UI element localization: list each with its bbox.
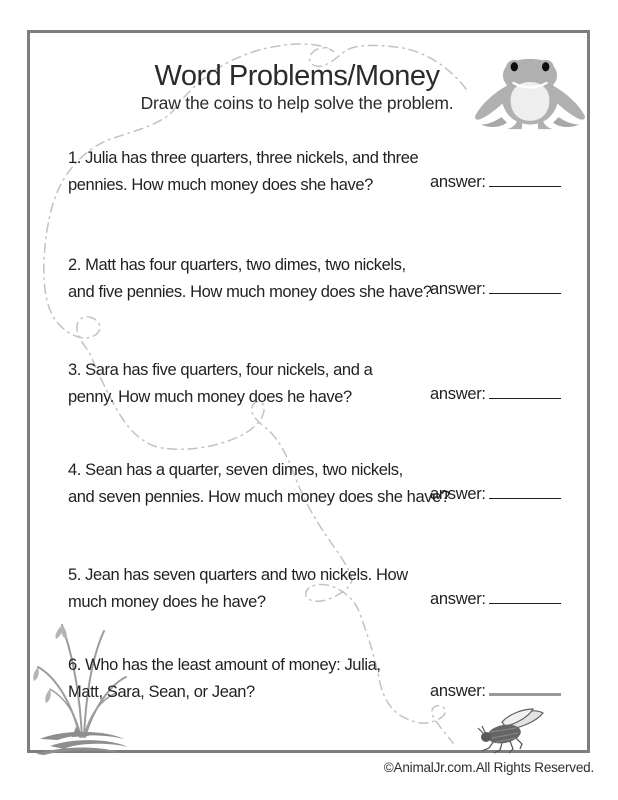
problem-4 [68,457,588,511]
answer-row-3 [430,385,561,404]
answer-blank-4[interactable] [489,485,561,499]
problem-1-line-2: pennies. How much money does she have? [68,176,373,194]
answer-label-1: answer: [430,173,486,191]
problem-6 [68,652,588,706]
answer-blank-1[interactable] [489,173,561,187]
answer-label-5: answer: [430,590,486,608]
answer-blank-6[interactable] [489,680,561,696]
problem-3-line-1: 3. Sara has five quarters, four nickels, and a [68,361,373,379]
answer-blank-5[interactable] [489,590,561,604]
answer-blank-2[interactable] [489,280,561,294]
problem-3-line-2: penny. How much money does he have? [68,388,352,406]
problem-1-line-1: 1. Julia has three quarters, three nickels, and three [68,149,419,167]
answer-row-1 [430,173,561,192]
answer-row-4 [430,485,561,504]
problem-6-line-1: 6. Who has the least amount of money: Julia, [68,656,381,674]
answer-blank-3[interactable] [489,385,561,399]
problem-1 [68,145,588,199]
problem-2-line-1: 2. Matt has four quarters, two dimes, two nickels, [68,256,406,274]
copyright-text: ©AnimalJr.com.All Rights Reserved. [383,760,594,775]
problem-3 [68,357,588,411]
answer-row-6 [430,680,561,701]
problem-4-line-1: 4. Sean has a quarter, seven dimes, two nickels, [68,461,403,479]
answer-label-6: answer: [430,682,486,700]
problem-5 [68,562,588,616]
answer-row-5 [430,590,561,609]
answer-label-4: answer: [430,485,486,503]
answer-label-2: answer: [430,280,486,298]
problem-4-line-2: and seven pennies. How much money does she have? [68,488,450,506]
answer-row-2 [430,280,561,299]
problem-2-line-2: and five pennies. How much money does she have? [68,283,432,301]
problem-5-line-1: 5. Jean has seven quarters and two nickels. How [68,566,408,584]
page-subtitle: Draw the coins to help solve the problem. [140,93,454,113]
problem-2 [68,252,588,306]
answer-label-3: answer: [430,385,486,403]
problem-5-line-2: much money does he have? [68,593,266,611]
page-title: Word Problems/Money [154,60,440,92]
problem-6-line-2: Matt, Sara, Sean, or Jean? [68,683,255,701]
